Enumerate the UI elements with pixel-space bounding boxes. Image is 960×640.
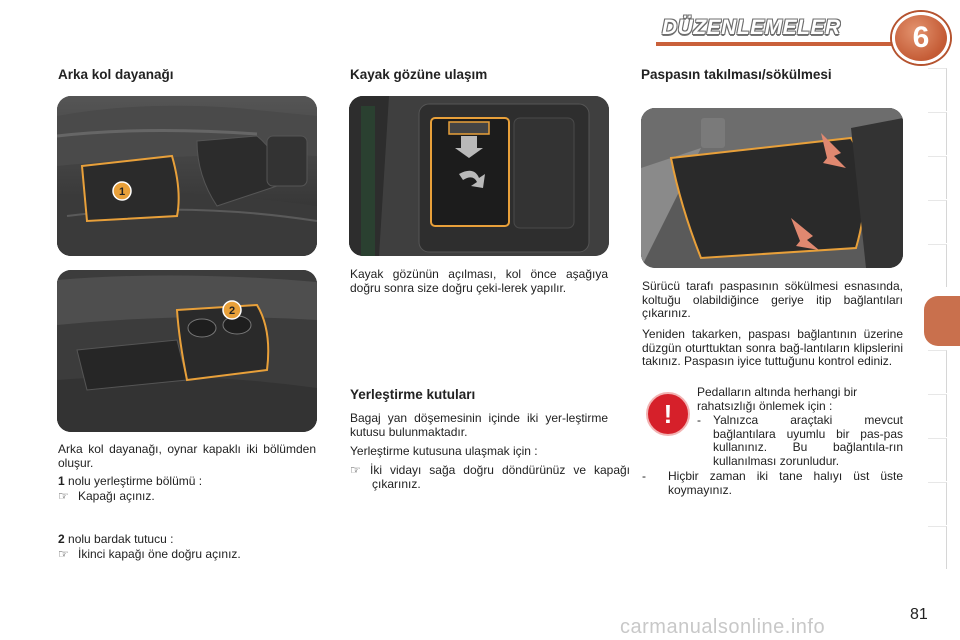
hand-pointer-icon: ☞ xyxy=(350,463,361,477)
floor-mat-photo xyxy=(641,108,903,268)
floor-mat-removal-text: Sürücü tarafı paspasının sökülmesi esnasında, koltuğu olabildiğince geriye itip bağlantıları çıkarınız. xyxy=(642,279,903,320)
chapter-tab[interactable] xyxy=(928,244,947,287)
chapter-tab[interactable] xyxy=(928,394,947,437)
hand-pointer-icon: ☞ xyxy=(58,547,69,561)
item-1-text: nolu yerleştirme bölümü : xyxy=(64,474,203,488)
item-2-bullet-text: İkinci kapağı öne doğru açınız. xyxy=(78,547,241,561)
storage-boxes-bullet-text: İki vidayı sağa doğru döndürünüz ve kapağı çıkarınız. xyxy=(370,463,630,491)
floor-mat-illustration xyxy=(641,108,903,268)
page-number: 81 xyxy=(910,606,928,623)
header-accent-bar xyxy=(656,42,906,46)
storage-boxes-bullet xyxy=(350,464,630,491)
armrest-item-1 xyxy=(58,475,316,489)
warning-bullet-2 xyxy=(642,470,903,497)
warning-bullet-1-text: Yalnızca araçtaki mevcut bağlantılara uyumlu bir pas-pas kullanınız. Bu bağlantıla-rın kullanılması zorunludur. xyxy=(713,413,903,468)
chapter-tab-active[interactable] xyxy=(924,296,960,346)
warning-bullet-2-text: Hiçbir zaman iki tane halıyı üst üste koymayınız. xyxy=(668,469,903,497)
ski-hatch-text: Kayak gözünün açılması, kol önce aşağıya doğru sonra size doğru çeki-lerek yapılır. xyxy=(350,267,608,295)
ski-hatch-illustration xyxy=(349,96,609,256)
floor-mat-title: Paspasın takılması/sökülmesi xyxy=(641,67,832,82)
ski-hatch-photo xyxy=(349,96,609,256)
armrest-item-2-bullet xyxy=(58,548,316,562)
item-2-number: 2 xyxy=(58,532,65,546)
armrest-intro: Arka kol dayanağı, oynar kapaklı iki bölümden oluşur. xyxy=(58,442,316,470)
item-1-number: 1 xyxy=(58,474,65,488)
chapter-tab[interactable] xyxy=(928,112,947,155)
armrest-photo-2 xyxy=(57,270,317,432)
chapter-tab[interactable] xyxy=(928,482,947,525)
callout-2-label: 2 xyxy=(228,305,236,317)
armrest-photo-1 xyxy=(57,96,317,256)
chapter-badge xyxy=(892,12,950,64)
ski-hatch-title: Kayak gözüne ulaşım xyxy=(350,67,488,82)
warning-intro: Pedalların altında herhangi bir rahatsızlığı önlemek için : xyxy=(697,385,858,413)
chapter-tab[interactable] xyxy=(928,156,947,199)
storage-boxes-access: Yerleştirme kutusuna ulaşmak için : xyxy=(350,444,538,458)
item-2-text: nolu bardak tutucu : xyxy=(64,532,174,546)
armrest-illustration-1 xyxy=(57,96,317,256)
warning-bullet-1 xyxy=(697,414,903,468)
hand-pointer-icon: ☞ xyxy=(58,489,69,503)
chapter-tab[interactable] xyxy=(928,438,947,481)
chapter-tab[interactable] xyxy=(928,68,947,111)
exclamation-icon: ! xyxy=(646,392,690,436)
chapter-tab[interactable] xyxy=(928,200,947,243)
floor-mat-refit-text: Yeniden takarken, paspası bağlantının üzerine düzgün oturttuktan sonra bağ-lantıların klipslerini takınız. Paspasın iyice tuttuğunu kontrol ediniz. xyxy=(642,327,903,368)
chapter-number: 6 xyxy=(912,21,930,54)
armrest-item-2 xyxy=(58,533,316,547)
dash-marker: - xyxy=(697,413,701,427)
chapter-tab[interactable] xyxy=(928,350,947,393)
chapter-tab[interactable] xyxy=(928,526,947,569)
watermark: carmanualsonline.info xyxy=(620,616,826,638)
storage-boxes-title: Yerleştirme kutuları xyxy=(350,387,476,402)
storage-boxes-text: Bagaj yan döşemesinin içinde iki yer-leştirme kutusu bulunmaktadır. xyxy=(350,411,608,439)
armrest-item-1-bullet xyxy=(58,490,316,504)
armrest-title: Arka kol dayanağı xyxy=(58,67,174,82)
item-1-bullet-text: Kapağı açınız. xyxy=(78,489,155,503)
chapter-title: DÜZENLEMELER xyxy=(662,16,841,39)
callout-1-label: 1 xyxy=(118,186,126,198)
dash-marker: - xyxy=(642,469,646,483)
armrest-illustration-2 xyxy=(57,270,317,432)
